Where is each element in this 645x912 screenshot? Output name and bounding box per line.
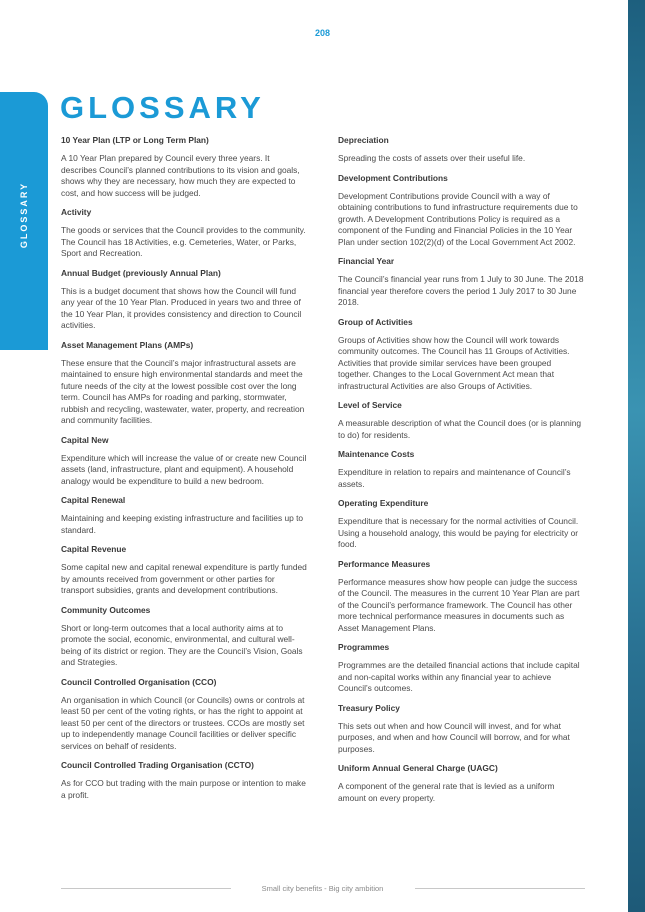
glossary-term: Performance Measures <box>338 558 431 569</box>
glossary-definition: Spreading the costs of assets over their useful life. <box>338 153 526 163</box>
page-number: 208 <box>314 28 331 38</box>
glossary-term: Capital Revenue <box>61 544 127 554</box>
glossary-entry <box>61 544 307 597</box>
glossary-definition: Expenditure that is necessary for the normal activities of Council. Using a household analogy, this would be paying for electricity or food. <box>338 516 579 549</box>
glossary-term: Operating Expenditure <box>338 498 429 508</box>
glossary-definition: Short or long-term outcomes that a local authority aims at to promote the social, economic, environmental, and cultural well-being of its district or region. They are the Council’s Vision, Goals and Strategies. <box>61 622 303 667</box>
glossary-entry <box>338 559 584 635</box>
glossary-term: Depreciation <box>338 135 389 145</box>
glossary-definition: This sets out when and how Council will invest, and for what purposes, and when and how Council will borrow, and for what purposes. <box>338 720 570 754</box>
side-tab-label: GLOSSARY <box>19 181 29 249</box>
glossary-entry <box>61 207 307 260</box>
glossary-definition: A measurable description of what the Council does (or is planning to do) for residents. <box>338 418 582 440</box>
glossary-entry <box>338 498 584 551</box>
glossary-definition: Expenditure which will increase the value of or create new Council assets (land, infrastructure, plant and equipment). A household analogy would be expenditure to build a new bedroom. <box>61 452 307 486</box>
glossary-entry <box>338 642 584 695</box>
glossary-entry <box>338 317 584 393</box>
right-edge-strip <box>628 0 645 912</box>
glossary-term: 10 Year Plan (LTP or Long Term Plan) <box>61 135 209 145</box>
glossary-entry <box>61 268 307 332</box>
glossary-term: Level of Service <box>338 400 402 410</box>
glossary-definition: The goods or services that the Council provides to the community. The Council has 18 Activities, e.g. Cemeteries, Water, or Parks, Sport and Recreation. <box>61 225 306 258</box>
glossary-definition: Programmes are the detailed financial actions that include capital and non-capital works within any financial year to achieve Council’s outcomes. <box>338 660 580 693</box>
glossary-entry <box>61 340 307 427</box>
glossary-term: Asset Management Plans (AMPs) <box>61 339 194 350</box>
glossary-entry <box>61 495 307 536</box>
glossary-entry <box>61 135 307 199</box>
footer-tagline: Small city benefits - Big city ambition <box>261 884 384 893</box>
footer-rule-right <box>415 888 585 889</box>
glossary-entry <box>61 677 307 753</box>
glossary-entry <box>338 449 584 490</box>
glossary-entry <box>61 605 307 669</box>
glossary-entry <box>338 703 584 756</box>
glossary-term: Capital New <box>61 434 109 445</box>
glossary-definition: Performance measures show how people can judge the success of the Council. The measures in the current 10 Year Plan are part of the Council’s performance framework. The Council has other more technical performance measures in documents such as Asset Management Plans. <box>338 576 580 633</box>
glossary-entry <box>338 256 584 309</box>
glossary-term: Maintenance Costs <box>338 449 415 459</box>
glossary-term: Council Controlled Trading Organisation (CCTO) <box>61 760 254 770</box>
glossary-definition: This is a budget document that shows how the Council will fund any year of the 10 Year Plan. Produced in years two and three of the 10 Year Plan, it provides consistency and direction to Council activities. <box>61 285 302 330</box>
glossary-term: Capital Renewal <box>61 495 126 505</box>
glossary-entry <box>338 173 584 249</box>
glossary-definition: As for CCO but trading with the main purpose or intention to make a profit. <box>61 778 306 800</box>
glossary-definition: The Council’s financial year runs from 1 July to 30 June. The 2018 financial year therefore covers the period 1 July 2017 to 30 June 2018. <box>338 274 584 307</box>
glossary-term: Community Outcomes <box>61 604 151 615</box>
glossary-definition: Maintaining and keeping existing infrastructure and facilities up to standard. <box>61 513 304 535</box>
glossary-column-right <box>338 135 584 812</box>
glossary-definition: An organisation in which Council (or Councils) owns or controls at least 50 per cent of the voting rights, or has the right to appoint at least 50 per cent of the directors or trustees. CCOs are mostly set up to independently manage Council facilities or deliver specific services on behalf of residents. <box>61 694 305 751</box>
glossary-term: Treasury Policy <box>338 702 400 713</box>
glossary-entry <box>61 760 307 801</box>
glossary-term: Financial Year <box>338 256 395 266</box>
glossary-definition: These ensure that the Council’s major infrastructural assets are maintained to ensure high environmental standards and meet the future needs of the city at the lowest possible cost over the long term. Council has AMPs for roading and parking, stormwater, rubbish and recycling, wastewater, water, property, and recreation and community facilities. <box>61 357 305 425</box>
glossary-entry <box>61 435 307 488</box>
glossary-definition: Groups of Activities show how the Council will work towards community outcomes. The Council has 11 Groups of Activities. Activities that provide similar services have been grouped together. Changes to the Local Government Act mean that infrastructural Activities are also Groups of Activities. <box>338 334 570 391</box>
glossary-column-left <box>61 135 307 809</box>
glossary-definition: A 10 Year Plan prepared by Council every three years. It describes Council’s planned contributions to its vision and goals, shows why they are necessary, how much they are expected to cost, and how success will be judged. <box>61 153 300 198</box>
glossary-definition: Expenditure in relation to repairs and maintenance of Council’s assets. <box>338 467 571 489</box>
glossary-term: Uniform Annual General Charge (UAGC) <box>338 763 498 773</box>
glossary-entry <box>338 763 584 804</box>
page-title: GLOSSARY <box>60 90 265 125</box>
glossary-entry <box>338 400 584 441</box>
glossary-term: Development Contributions <box>338 172 448 183</box>
glossary-term: Activity <box>61 207 92 217</box>
glossary-term: Council Controlled Organisation (CCO) <box>61 676 217 687</box>
glossary-entry <box>338 135 584 165</box>
glossary-term: Programmes <box>338 642 390 652</box>
glossary-term: Group of Activities <box>338 316 413 327</box>
glossary-definition: Development Contributions provide Council with a way of obtaining contributions to fund infrastructure requirements due to growth. A Development Contributions Policy is required as a component of the Funding and Financial Policies in the 10 Year Plan under section 102(2)(d) of the Local Government Act 2002. <box>338 190 578 247</box>
glossary-term: Annual Budget (previously Annual Plan) <box>61 267 221 278</box>
glossary-definition: A component of the general rate that is levied as a uniform amount on every property. <box>338 781 555 803</box>
glossary-definition: Some capital new and capital renewal expenditure is partly funded by amounts received from government or other parties for transport subsidies, grants and development contributions. <box>61 562 307 595</box>
